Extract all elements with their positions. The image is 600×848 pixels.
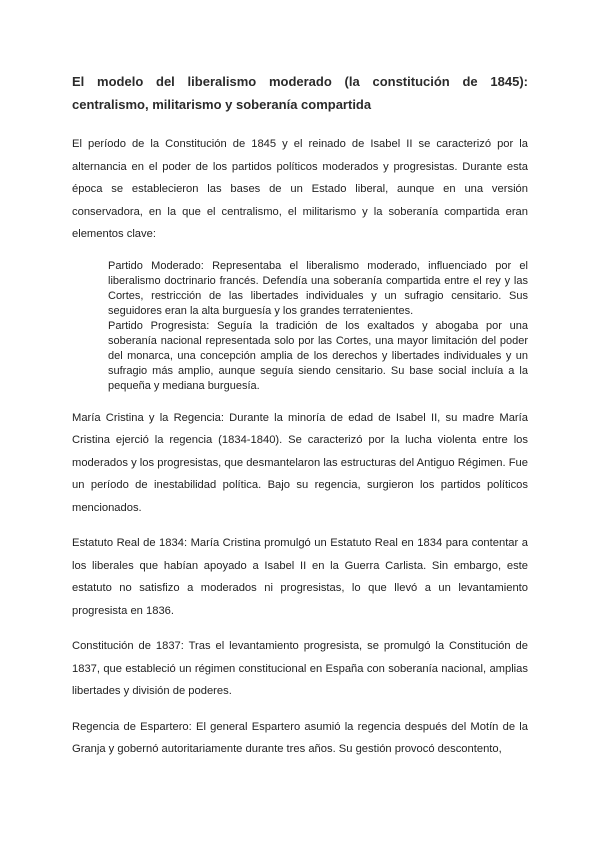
paragraph-estatuto-real: Estatuto Real de 1834: María Cristina promulgó un Estatuto Real en 1834 para contentar a los liberales que habían apoyado a Isabel II en la Guerra Carlista. Sin embargo, este estatuto no satisfizo a moderados ni progresistas, lo que llevó a un levantamiento progresista en 1836. (72, 537, 528, 617)
paragraph-regencia-espartero: Regencia de Espartero: El general Espartero asumió la regencia después del Motín de la Granja y gobernó autoritariamente durante tres años. Su gestión provocó descontento, (72, 720, 528, 755)
paragraph-maria-cristina: María Cristina y la Regencia: Durante la minoría de edad de Isabel II, su madre María Cristina ejerció la regencia (1834-1840). Se caracterizó por la lucha violenta entre los moderados y los progresistas, que desmantelaron las estructuras del Antiguo Régimen. Fue un período de inestabilidad política. Bajo su regencia, surgieron los partidos políticos mencionados. (72, 411, 528, 514)
intro-paragraph: El período de la Constitución de 1845 y el reinado de Isabel II se caracterizó por la alternancia en el poder de los partidos políticos moderados y progresistas. Durante esta época se establecieron las bases de un Estado liberal, aunque en una versión conservadora, en la que el centralismo, el militarismo y la soberanía compartida eran elementos clave: (72, 138, 528, 240)
list-item-partido-moderado: Partido Moderado: Representaba el liberalismo moderado, influenciado por el liberalismo doctrinario francés. Defendía una soberanía compartida entre el rey y las Cortes, restricción de las libertades individuales y un sufragio censitario. Sus seguidores eran la alta burguesía y los grandes terratenientes. (108, 259, 528, 317)
list-item-partido-progresista: Partido Progresista: Seguía la tradición de los exaltados y abogaba por una soberanía nacional representada solo por las Cortes, una mayor limitación del poder del monarca, una concepción amplia de los derechos y libertades individuales y un sufragio más amplio, aunque seguía siendo censitario. Su base social incluía a la pequeña y mediana burguesía. (108, 319, 528, 392)
party-list (108, 259, 528, 394)
document-page (72, 70, 528, 774)
paragraph-constitucion-1837: Constitución de 1837: Tras el levantamiento progresista, se promulgó la Constitución de 1837, que estableció un régimen constitucional en España con soberanía nacional, amplias libertades y división de poderes. (72, 640, 528, 697)
document-title: El modelo del liberalismo moderado (la constitución de 1845): centralismo, militarismo y soberanía compartida (72, 74, 528, 112)
